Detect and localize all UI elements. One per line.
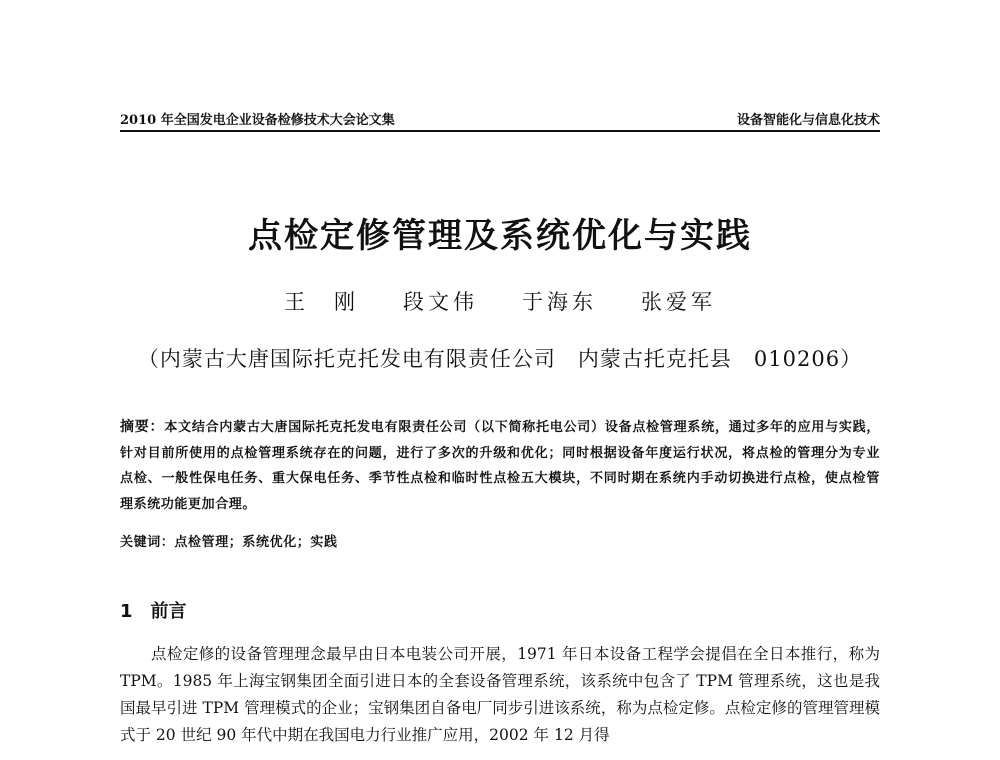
section-heading — [120, 597, 187, 623]
section-title: 前言 — [150, 601, 187, 622]
author-name: 段文伟 — [403, 290, 478, 314]
author-name: 张爱军 — [641, 290, 716, 314]
author-affiliation: （内蒙古大唐国际托克托发电有限责任公司 内蒙古托克托县 010206） — [137, 347, 863, 371]
author-name: 王 刚 — [284, 290, 359, 314]
keywords-text: 点检管理；系统优化；实践 — [174, 535, 338, 550]
paper-title: 点检定修管理及系统优化与实践 — [248, 216, 752, 256]
author-name: 于海东 — [522, 290, 597, 314]
header-section-title: 设备智能化与信息化技术 — [736, 113, 880, 128]
keywords — [120, 531, 880, 550]
header-proceedings-title: 2010 年全国发电企业设备检修技术大会论文集 — [120, 113, 395, 128]
body-paragraph: 点检定修的设备管理理念最早由日本电装公司开展，1971 年日本设备工程学会提倡在全日本推行，称为 TPM。1985 年上海宝钢集团全面引进日本的全套设备管理系统，该系统中包含了 TPM 管理系统，这也是我国最早引进 TPM 管理模式的企业；宝钢集团自备电厂同步引进该系统，称为点检定修。点检定修的管理管理模式于 20 世纪 90 年代中期在我国电力行业推广应用，2002 年 12 月得 — [120, 645, 880, 744]
keywords-label: 关键词： — [120, 535, 175, 550]
author-list — [0, 286, 1000, 316]
abstract — [120, 415, 880, 517]
abstract-label: 摘要： — [120, 419, 165, 435]
abstract-text: 本文结合内蒙古大唐国际托克托发电有限责任公司（以下简称托电公司）设备点检管理系统，通过多年的应用与实践，针对目前所使用的点检管理系统存在的问题，进行了多次的升级和优化；同时根据设备年度运行状况，将点检的管理分为专业点检、一般性保电任务、重大保电任务、季节性点检和临时性点检五大模块，不同时期在系统内手动切换进行点检，使点检管理系统功能更加合理。 — [120, 420, 880, 512]
section-number: 1 — [120, 601, 133, 622]
running-header — [120, 106, 880, 132]
